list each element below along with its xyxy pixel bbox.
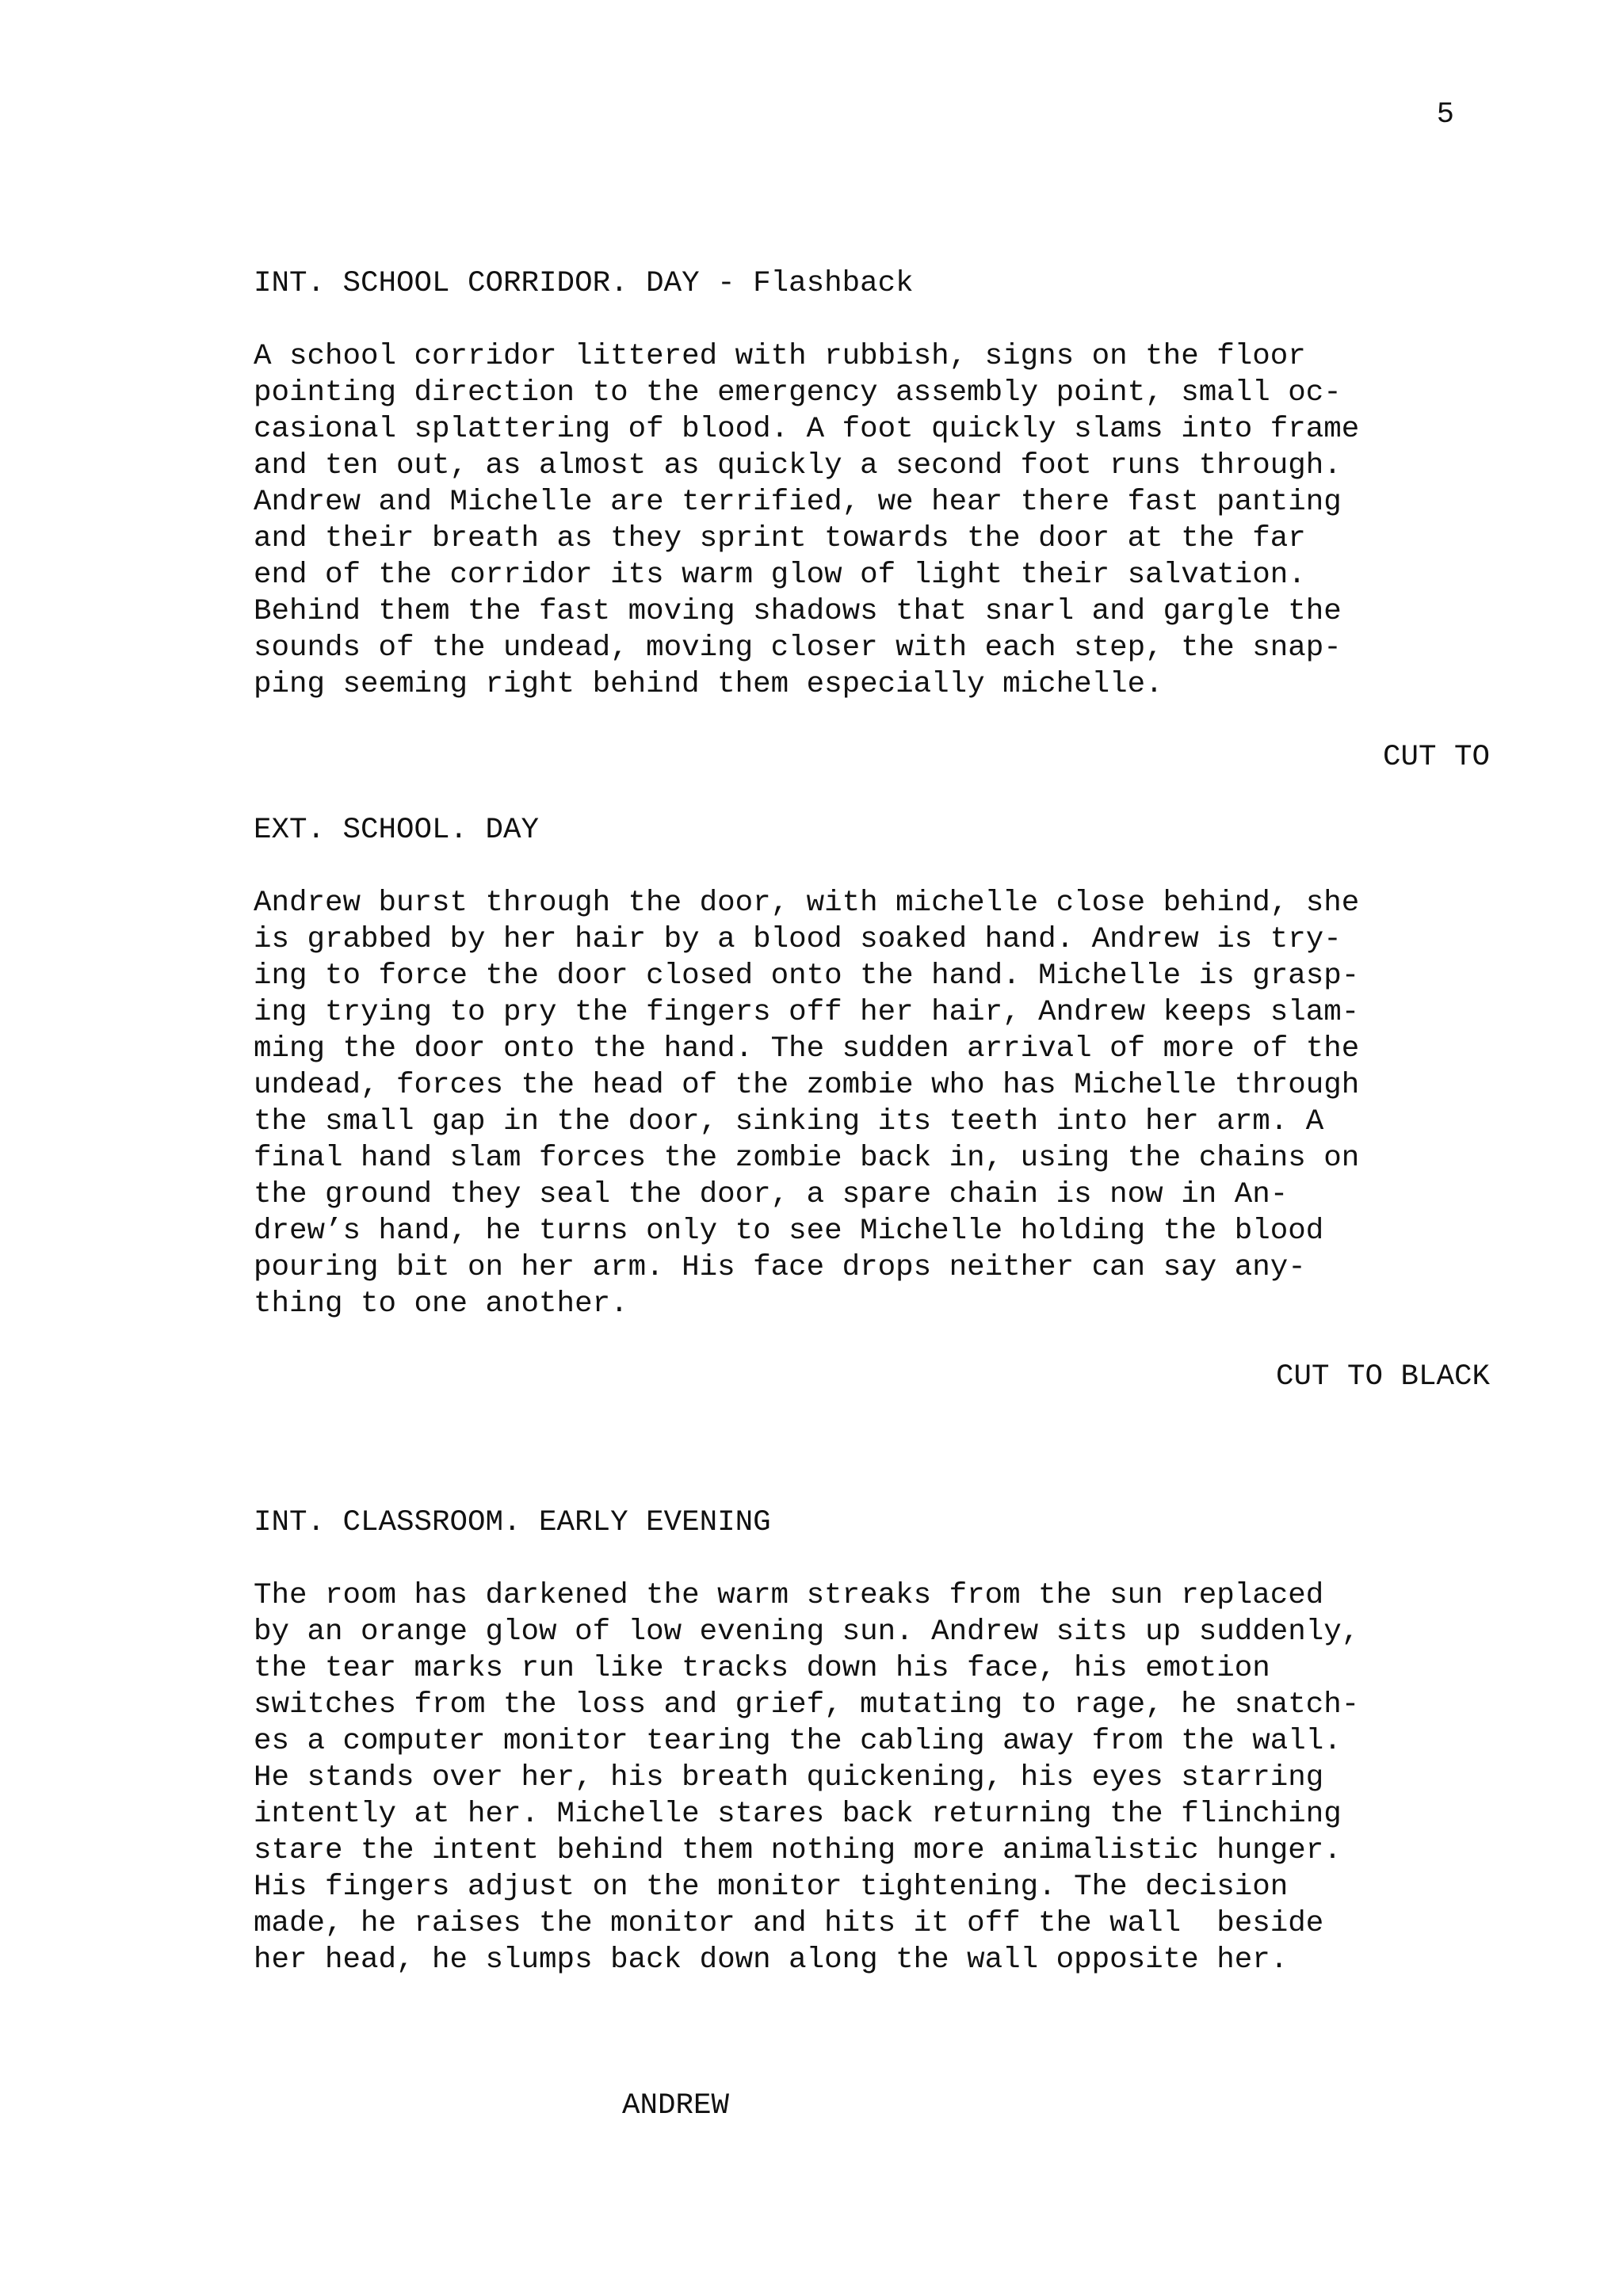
page-number: 5	[1436, 98, 1454, 132]
action-line: her head, he slumps back down along the wall opposite her.	[254, 1943, 1289, 1977]
action-line: ing to force the door closed onto the hand. Michelle is grasp-	[254, 959, 1360, 993]
action-line: by an orange glow of low evening sun. Andrew sits up suddenly,	[254, 1615, 1360, 1649]
action-line: ing trying to pry the fingers off her hair, Andrew keeps slam-	[254, 996, 1360, 1029]
action-line: the small gap in the door, sinking its teeth into her arm. A	[254, 1105, 1324, 1138]
spacer	[254, 1432, 1490, 1505]
action-line: drew’s hand, he turns only to see Michelle holding the blood	[254, 1215, 1324, 1248]
action-line: switches from the loss and grief, mutating to rage, he snatch-	[254, 1688, 1360, 1722]
action-line: The room has darkened the warm streaks from the sun replaced	[254, 1579, 1324, 1612]
action-line: pouring bit on her arm. His face drops neither can say any-	[254, 1251, 1306, 1284]
action-block	[254, 1577, 1490, 1978]
action-line: ming the door onto the hand. The sudden arrival of more of the	[254, 1032, 1360, 1066]
spacer	[254, 2051, 1490, 2088]
scene-heading: EXT. SCHOOL. DAY	[254, 814, 540, 847]
action-line: Andrew burst through the door, with michelle close behind, she	[254, 887, 1360, 920]
action-line: the ground they seal the door, a spare chain is now in An-	[254, 1178, 1289, 1211]
action-block	[254, 338, 1490, 703]
action-line: A school corridor littered with rubbish, signs on the floor	[254, 340, 1306, 373]
action-line: His fingers adjust on the monitor tightening. The decision	[254, 1871, 1289, 1904]
action-line: the tear marks run like tracks down his face, his emotion	[254, 1652, 1270, 1685]
scene-heading: INT. CLASSROOM. EARLY EVENING	[254, 1506, 771, 1539]
action-line: sounds of the undead, moving closer with each step, the snap-	[254, 631, 1342, 665]
action-line: undead, forces the head of the zombie who has Michelle through	[254, 1069, 1360, 1102]
action-line: and their breath as they sprint towards the door at the far	[254, 522, 1306, 555]
action-line: and ten out, as almost as quickly a second foot runs through.	[254, 449, 1342, 482]
action-line: Behind them the fast moving shadows that snarl and gargle the	[254, 595, 1342, 628]
action-line: casional splattering of blood. A foot quickly slams into frame	[254, 413, 1360, 446]
action-block	[254, 885, 1490, 1322]
action-line: is grabbed by her hair by a blood soaked hand. Andrew is try-	[254, 923, 1342, 956]
action-line: He stands over her, his breath quickening, his eyes starring	[254, 1761, 1324, 1794]
transition: CUT TO	[1382, 741, 1490, 774]
action-line: pointing direction to the emergency assembly point, small oc-	[254, 376, 1342, 410]
transition: CUT TO BLACK	[1275, 1360, 1490, 1394]
action-line: final hand slam forces the zombie back in, using the chains on	[254, 1142, 1360, 1175]
action-line: Andrew and Michelle are terrified, we hear there fast panting	[254, 486, 1342, 519]
script-content	[254, 265, 1490, 2124]
spacer	[254, 1978, 1490, 2051]
scene-heading: INT. SCHOOL CORRIDOR. DAY - Flashback	[254, 267, 914, 300]
character-name: ANDREW	[622, 2089, 730, 2122]
action-line: made, he raises the monitor and hits it off the wall beside	[254, 1907, 1324, 1940]
action-line: intently at her. Michelle stares back returning the flinching	[254, 1798, 1342, 1831]
action-line: stare the intent behind them nothing more animalistic hunger.	[254, 1834, 1342, 1867]
action-line: thing to one another.	[254, 1287, 628, 1321]
action-line: end of the corridor its warm glow of light their salvation.	[254, 559, 1306, 592]
action-line: es a computer monitor tearing the cabling away from the wall.	[254, 1725, 1342, 1758]
action-line: ping seeming right behind them especially michelle.	[254, 668, 1163, 701]
